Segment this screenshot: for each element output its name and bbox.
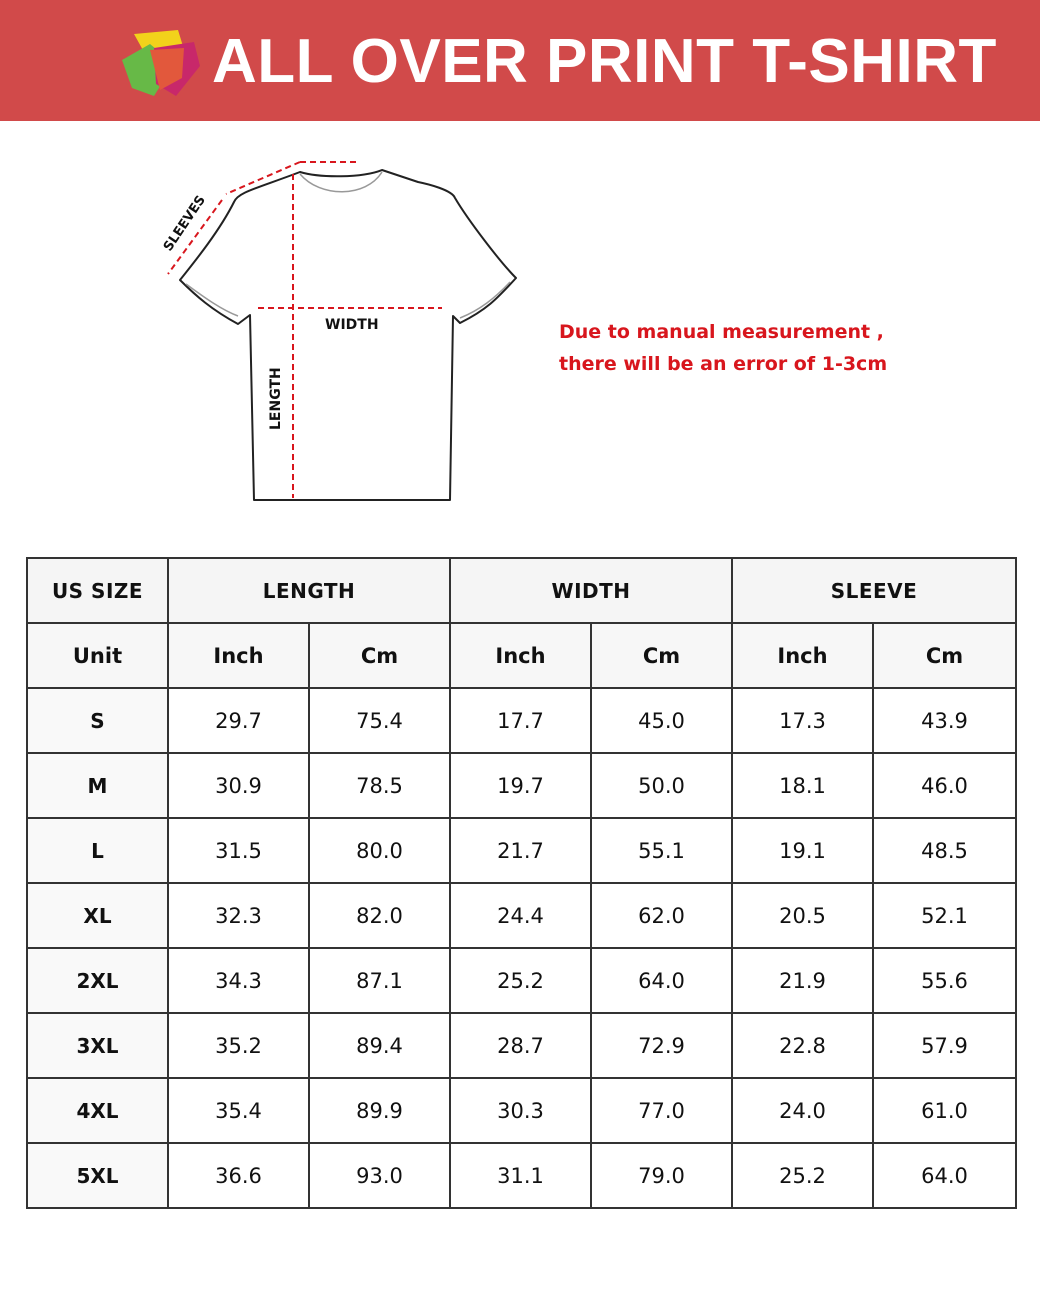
note-line-1: Due to manual measurement , — [559, 321, 884, 343]
table-row — [27, 948, 1016, 1013]
size-header: US SIZE — [27, 558, 168, 623]
table-cell: 50.0 — [591, 753, 732, 818]
table-cell: 57.9 — [873, 1013, 1016, 1078]
table-row — [27, 1143, 1016, 1208]
table-cell: 55.6 — [873, 948, 1016, 1013]
table-cell: 21.9 — [732, 948, 873, 1013]
page-title: ALL OVER PRINT T-SHIRT — [212, 27, 997, 96]
table-cell: 31.5 — [168, 818, 309, 883]
table-cell: 32.3 — [168, 883, 309, 948]
table-cell: 31.1 — [450, 1143, 591, 1208]
table-cell: 89.9 — [309, 1078, 450, 1143]
table-cell: 64.0 — [591, 948, 732, 1013]
size-cell: XL — [27, 883, 168, 948]
table-row — [27, 1013, 1016, 1078]
length-label: LENGTH — [268, 367, 284, 430]
table-row — [27, 1078, 1016, 1143]
table-cell: 20.5 — [732, 883, 873, 948]
table-cell: 87.1 — [309, 948, 450, 1013]
sleeves-label: SLEEVES — [160, 193, 209, 255]
table-cell: 34.3 — [168, 948, 309, 1013]
table-cell: 93.0 — [309, 1143, 450, 1208]
unit-header: Cm — [873, 623, 1016, 688]
table-row — [27, 818, 1016, 883]
table-cell: 52.1 — [873, 883, 1016, 948]
width-header: WIDTH — [450, 558, 732, 623]
unit-header: Cm — [591, 623, 732, 688]
table-cell: 19.1 — [732, 818, 873, 883]
table-cell: 25.2 — [732, 1143, 873, 1208]
sleeve-header: SLEEVE — [732, 558, 1016, 623]
table-cell: 24.4 — [450, 883, 591, 948]
measurement-note — [559, 316, 979, 380]
size-cell: 5XL — [27, 1143, 168, 1208]
table-cell: 55.1 — [591, 818, 732, 883]
unit-header: Cm — [309, 623, 450, 688]
table-cell: 72.9 — [591, 1013, 732, 1078]
table-cell: 19.7 — [450, 753, 591, 818]
table-cell: 77.0 — [591, 1078, 732, 1143]
table-unit-row — [27, 623, 1016, 688]
table-cell: 21.7 — [450, 818, 591, 883]
table-cell: 89.4 — [309, 1013, 450, 1078]
table-cell: 79.0 — [591, 1143, 732, 1208]
size-cell: 2XL — [27, 948, 168, 1013]
table-cell: 25.2 — [450, 948, 591, 1013]
table-cell: 46.0 — [873, 753, 1016, 818]
table-cell: 80.0 — [309, 818, 450, 883]
table-cell: 17.3 — [732, 688, 873, 753]
table-row — [27, 883, 1016, 948]
table-cell: 43.9 — [873, 688, 1016, 753]
size-cell: L — [27, 818, 168, 883]
table-cell: 29.7 — [168, 688, 309, 753]
table-cell: 35.4 — [168, 1078, 309, 1143]
size-cell: S — [27, 688, 168, 753]
size-chart-table — [26, 557, 1017, 1209]
table-cell: 36.6 — [168, 1143, 309, 1208]
table-cell: 30.9 — [168, 753, 309, 818]
table-cell: 48.5 — [873, 818, 1016, 883]
table-cell: 62.0 — [591, 883, 732, 948]
multicolor-shield-logo-icon — [120, 26, 204, 100]
unit-label: Unit — [27, 623, 168, 688]
size-cell: 3XL — [27, 1013, 168, 1078]
table-row — [27, 753, 1016, 818]
tshirt-diagram — [150, 150, 540, 520]
length-header: LENGTH — [168, 558, 450, 623]
size-cell: M — [27, 753, 168, 818]
table-cell: 64.0 — [873, 1143, 1016, 1208]
size-cell: 4XL — [27, 1078, 168, 1143]
note-line-2: there will be an error of 1-3cm — [559, 353, 888, 375]
table-cell: 78.5 — [309, 753, 450, 818]
table-cell: 30.3 — [450, 1078, 591, 1143]
table-cell: 45.0 — [591, 688, 732, 753]
title-banner — [0, 0, 1040, 121]
table-cell: 22.8 — [732, 1013, 873, 1078]
table-cell: 35.2 — [168, 1013, 309, 1078]
width-label: WIDTH — [325, 317, 379, 333]
table-row — [27, 688, 1016, 753]
table-cell: 61.0 — [873, 1078, 1016, 1143]
table-cell: 28.7 — [450, 1013, 591, 1078]
table-cell: 18.1 — [732, 753, 873, 818]
table-group-header-row — [27, 558, 1016, 623]
unit-header: Inch — [450, 623, 591, 688]
table-cell: 24.0 — [732, 1078, 873, 1143]
table-cell: 17.7 — [450, 688, 591, 753]
tshirt-outline-icon — [180, 170, 516, 500]
table-cell: 82.0 — [309, 883, 450, 948]
unit-header: Inch — [168, 623, 309, 688]
table-cell: 75.4 — [309, 688, 450, 753]
unit-header: Inch — [732, 623, 873, 688]
